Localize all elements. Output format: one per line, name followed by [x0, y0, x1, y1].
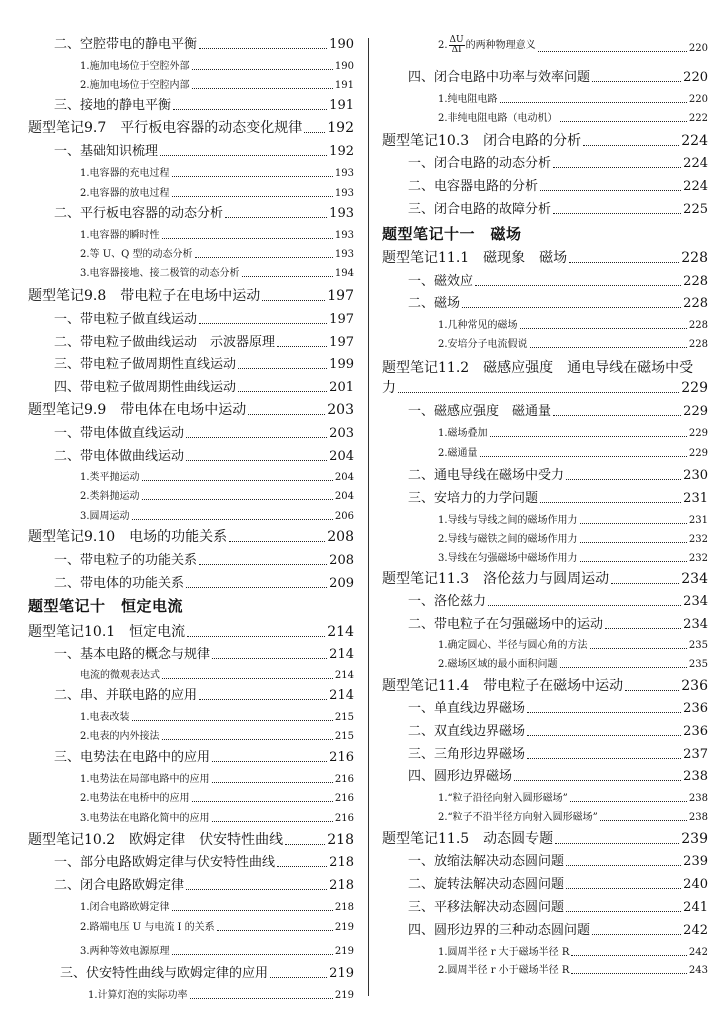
toc-entry[interactable]: 一、闭合电路的动态分析 224 [408, 156, 708, 171]
toc-entry[interactable]: 三、伏安特性曲线与欧姆定律的应用 219 [60, 966, 354, 981]
toc-chapter-heading[interactable]: 题型笔记十一 磁场 [382, 225, 522, 243]
column-divider [368, 38, 369, 996]
toc-section-entry[interactable]: 题型笔记9.8 带电粒子在电场中运动 197 [28, 288, 354, 304]
toc-entry[interactable]: 2.路端电压 U 与电流 I 的关系 219 [80, 922, 354, 933]
toc-entry[interactable]: 二、串、并联电路的应用 214 [54, 688, 354, 703]
toc-entry[interactable]: 2.等 U、Q 型的动态分析 193 [80, 249, 354, 260]
toc-entry[interactable]: 2.电势法在电桥中的应用 216 [80, 793, 354, 804]
toc-entry[interactable]: 三、带电粒子做周期性直线运动 199 [54, 357, 354, 372]
toc-entry[interactable]: 一、放缩法解决动态圆问题 239 [408, 854, 708, 869]
toc-entry[interactable]: 2.导线与磁铁之间的磁场作用力 232 [438, 534, 708, 545]
toc-entry[interactable]: 1.类平抛运动 204 [80, 472, 354, 483]
toc-entry[interactable]: 3.电容器接地、接二极管的动态分析 194 [80, 268, 354, 279]
toc-entry[interactable]: 2. $\frac{\Delta U}{\Delta I}$ 的两种物理意义 220 [438, 35, 708, 55]
toc-entry[interactable]: 二、闭合电路欧姆定律 218 [54, 878, 354, 893]
toc-chapter-heading[interactable]: 题型笔记十 恒定电流 [28, 597, 184, 615]
toc-entry[interactable]: 3.两种等效电源原理 219 [80, 946, 354, 957]
toc-entry[interactable]: 1.电势法在局部电路中的应用 216 [80, 774, 354, 785]
toc-entry[interactable]: 3.导线在匀强磁场中磁场作用力 232 [438, 553, 708, 564]
toc-entry[interactable]: 四、圆形边界磁场 238 [408, 769, 708, 784]
toc-entry[interactable]: 3.电势法在电路化简中的应用 216 [80, 813, 354, 824]
toc-entry[interactable]: 二、带电粒子做曲线运动 示波器原理 197 [54, 335, 354, 350]
toc-section-entry[interactable]: 题型笔记9.10 电场的功能关系 208 [28, 529, 354, 545]
toc-entry[interactable]: 1.纯电阻电路 220 [438, 94, 708, 105]
toc-entry[interactable]: 3.圆周运动 206 [80, 511, 354, 522]
toc-section-entry[interactable]: 题型笔记9.7 平行板电容器的动态变化规律 192 [28, 120, 354, 136]
toc-section-entry[interactable]: 题型笔记11.4 带电粒子在磁场中运动 236 [382, 678, 708, 694]
toc-entry[interactable]: 2.磁通量 229 [438, 448, 708, 459]
fraction-delta-u-over-delta-i: $\frac{\Delta U}{\Delta I}$ [449, 35, 464, 55]
toc-entry[interactable]: 二、平行板电容器的动态分析 193 [54, 206, 354, 221]
toc-section-entry-wrapped[interactable]: 题型笔记11.2 磁感应强度 通电导线在磁场中受 [382, 360, 694, 376]
toc-entry[interactable]: 二、带电体的功能关系 209 [54, 576, 354, 591]
toc-entry[interactable]: 2.安培分子电流假说 228 [438, 339, 708, 350]
toc-entry[interactable]: 二、带电体做曲线运动 204 [54, 449, 354, 464]
toc-entry[interactable]: 1.电容器的瞬时性 193 [80, 230, 354, 241]
toc-section-entry[interactable]: 题型笔记10.3 闭合电路的分析 224 [382, 133, 708, 149]
toc-entry[interactable]: 二、带电粒子在匀强磁场中的运动 234 [408, 617, 708, 632]
toc-entry[interactable]: 2.磁场区域的最小面积问题 235 [438, 659, 708, 670]
toc-entry[interactable]: 三、接地的静电平衡 191 [54, 98, 354, 113]
toc-entry[interactable]: 1.计算灯泡的实际功率 219 [88, 990, 354, 1001]
toc-entry[interactable]: 二、双直线边界磁场 236 [408, 724, 708, 739]
toc-entry[interactable]: 2.电容器的放电过程 193 [80, 188, 354, 199]
toc-entry[interactable]: 三、电势法在电路中的应用 216 [54, 750, 354, 765]
toc-entry[interactable]: 二、电容器电路的分析 224 [408, 179, 708, 194]
toc-entry[interactable]: 二、空腔带电的静电平衡 190 [54, 37, 354, 52]
toc-section-entry[interactable]: 题型笔记9.9 带电体在电场中运动 203 [28, 402, 354, 418]
toc-entry[interactable]: 2.类斜抛运动 204 [80, 491, 354, 502]
toc-entry[interactable]: 1.导线与导线之间的磁场作用力 231 [438, 515, 708, 526]
toc-entry[interactable]: 1.闭合电路欧姆定律 218 [80, 902, 354, 913]
toc-entry[interactable]: 一、洛伦兹力 234 [408, 594, 708, 609]
toc-entry[interactable]: 1.“粒子沿径向射入圆形磁场” 238 [438, 793, 708, 804]
toc-entry[interactable]: 二、磁场 228 [408, 296, 708, 311]
toc-entry[interactable]: 一、单直线边界磁场 236 [408, 701, 708, 716]
toc-entry[interactable]: 2.非纯电阻电路（电动机） 222 [438, 113, 708, 124]
toc-entry[interactable]: 一、磁效应 228 [408, 274, 708, 289]
toc-section-entry[interactable]: 题型笔记10.1 恒定电流 214 [28, 624, 354, 640]
toc-entry[interactable]: 1.确定圆心、半径与圆心角的方法 235 [438, 640, 708, 651]
toc-entry[interactable]: 2.施加电场位于空腔内部 191 [80, 80, 354, 91]
toc-section-entry[interactable]: 题型笔记11.3 洛伦兹力与圆周运动 234 [382, 571, 708, 587]
toc-entry[interactable]: 一、磁感应强度 磁通量 229 [408, 404, 708, 419]
toc-section-entry[interactable]: 题型笔记11.5 动态圆专题 239 [382, 831, 708, 847]
toc-entry[interactable]: 2.“粒子不沿半径方向射入圆形磁场” 238 [438, 812, 708, 823]
toc-entry[interactable]: 三、闭合电路的故障分析 225 [408, 202, 708, 217]
toc-entry[interactable]: 1.电表改装 215 [80, 712, 354, 723]
toc-entry[interactable]: 三、平移法解决动态圆问题 241 [408, 900, 708, 915]
toc-entry[interactable]: 1.磁场叠加 229 [438, 428, 708, 439]
toc-section-entry[interactable]: 题型笔记11.1 磁现象 磁场 228 [382, 250, 708, 266]
toc-entry[interactable]: 二、通电导线在磁场中受力 230 [408, 468, 708, 483]
toc-entry[interactable]: 一、部分电路欧姆定律与伏安特性曲线 218 [54, 855, 354, 870]
toc-entry[interactable]: 二、旋转法解决动态圆问题 240 [408, 877, 708, 892]
toc-entry[interactable]: 1.施加电场位于空腔外部 190 [80, 61, 354, 72]
toc-entry[interactable]: 一、基本电路的概念与规律 214 [54, 647, 354, 662]
toc-entry[interactable]: 四、闭合电路中功率与效率问题 220 [408, 70, 708, 85]
toc-entry[interactable]: 1.圆周半径 r 大于磁场半径 R 242 [438, 947, 708, 958]
toc-entry[interactable]: 2.电表的内外接法 215 [80, 731, 354, 742]
toc-entry[interactable]: 四、圆形边界的三种动态圆问题 242 [408, 923, 708, 938]
toc-entry[interactable]: 三、三角形边界磁场 237 [408, 747, 708, 762]
toc-section-entry[interactable]: 题型笔记10.2 欧姆定律 伏安特性曲线 218 [28, 832, 354, 848]
toc-entry[interactable]: 一、带电粒子的功能关系 208 [54, 553, 354, 568]
toc-entry[interactable]: 电流的微观表达式 214 [80, 670, 354, 681]
toc-entry[interactable]: 一、基础知识梳理 192 [54, 144, 354, 159]
toc-section-entry-continuation[interactable]: 力 229 [382, 380, 708, 396]
toc-entry[interactable]: 1.电容器的充电过程 193 [80, 168, 354, 179]
toc-entry[interactable]: 1.几种常见的磁场 228 [438, 320, 708, 331]
toc-entry[interactable]: 三、安培力的力学问题 231 [408, 491, 708, 506]
toc-entry[interactable]: 2.圆周半径 r 小于磁场半径 R 243 [438, 965, 708, 976]
toc-entry[interactable]: 一、带电体做直线运动 203 [54, 426, 354, 441]
toc-entry[interactable]: 四、带电粒子做周期性曲线运动 201 [54, 380, 354, 395]
toc-entry[interactable]: 一、带电粒子做直线运动 197 [54, 312, 354, 327]
